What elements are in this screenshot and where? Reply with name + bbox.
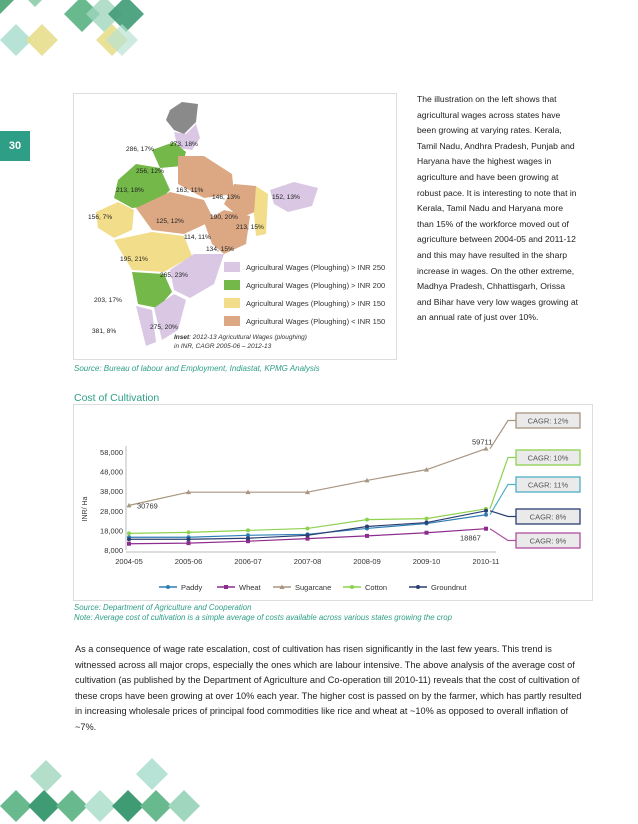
x-tick-label: 2009-10 bbox=[412, 557, 441, 566]
data-label: 30769 bbox=[137, 501, 158, 511]
cagr-connector bbox=[490, 421, 516, 449]
cagr-connector bbox=[490, 529, 516, 541]
x-tick-label: 2007-08 bbox=[293, 557, 322, 566]
cagr-connector bbox=[490, 458, 516, 509]
legend-swatch bbox=[224, 298, 240, 308]
x-tick-label: 2008-09 bbox=[353, 557, 381, 566]
data-point bbox=[246, 528, 250, 532]
data-point bbox=[365, 518, 369, 522]
y-tick-label: 58,000 bbox=[100, 448, 123, 457]
legend-label: Sugarcane bbox=[295, 583, 332, 592]
legend-label: Agricultural Wages (Ploughing) > INR 200 bbox=[246, 281, 386, 290]
data-point bbox=[425, 521, 429, 525]
legend-label: Agricultural Wages (Ploughing) > INR 150 bbox=[246, 299, 386, 308]
cagr-label: CAGR: 9% bbox=[529, 536, 567, 546]
x-tick-label: 2005-06 bbox=[174, 557, 203, 566]
y-axis-label: INR/ Ha bbox=[82, 496, 89, 522]
map-label: 195, 21% bbox=[120, 256, 148, 263]
data-point bbox=[306, 533, 310, 537]
body-paragraph: As a consequence of wage rate escalation, cost of cultivation has risen significantly in the last few years. This trend is witnessed across all major crops, especially the ones which are labour intensive. The above analysis of the average cost of cultivation (as published by the Department of Agriculture and Co-operation till 2010-11) reveals that the cost of cultivation of these crops have been growing at over 10% each year. The higher cost is passed on by the farmer, which has partly resulted in increasing wholesale prices of principal food commodities like rice and wheat at ~10% as opposed to overall inflation of ~7%. bbox=[75, 644, 582, 732]
data-point bbox=[484, 509, 488, 513]
data-point bbox=[187, 530, 191, 534]
chart-source: Source: Department of Agriculture and Cooperation bbox=[74, 603, 252, 612]
map-source: Source: Bureau of labour and Employment, Indiastat, KPMG Analysis bbox=[74, 364, 320, 373]
y-tick-label: 8,000 bbox=[104, 546, 123, 555]
legend-label: Agricultural Wages (Ploughing) < INR 150 bbox=[246, 317, 386, 326]
map-label: 114, 11% bbox=[184, 234, 211, 241]
series-line-sugarcane bbox=[129, 449, 486, 506]
map-label: 163, 11% bbox=[176, 187, 204, 194]
map-label: 256, 12% bbox=[136, 168, 164, 175]
cost-of-cultivation-chart bbox=[74, 405, 592, 600]
data-label: 18867 bbox=[460, 533, 481, 543]
map-label: 190, 20% bbox=[210, 214, 238, 221]
map-label: 273, 18% bbox=[170, 141, 198, 148]
legend-label: Paddy bbox=[181, 583, 203, 592]
data-point bbox=[127, 531, 131, 535]
data-point bbox=[484, 527, 488, 531]
map-label: 146, 13% bbox=[212, 194, 240, 201]
data-point bbox=[127, 542, 131, 546]
map-label: 213, 18% bbox=[116, 187, 144, 194]
top-decoration bbox=[0, 0, 170, 70]
map-label: 381, 8% bbox=[92, 328, 117, 335]
legend-label: Groundnut bbox=[431, 583, 467, 592]
cost-chart-frame bbox=[73, 404, 593, 601]
legend-label: Wheat bbox=[239, 583, 261, 592]
map-label: 275, 20% bbox=[150, 324, 178, 331]
map-label: 156, 7% bbox=[88, 214, 113, 221]
data-point bbox=[187, 541, 191, 545]
data-point bbox=[365, 524, 369, 528]
legend-swatch bbox=[224, 280, 240, 290]
y-tick-label: 38,000 bbox=[100, 487, 123, 497]
data-point bbox=[425, 517, 429, 521]
data-label: 59711 bbox=[472, 437, 493, 447]
map-label: 125, 12% bbox=[156, 218, 184, 225]
legend-marker bbox=[416, 585, 420, 589]
legend-marker bbox=[224, 585, 228, 589]
x-tick-label: 2006-07 bbox=[234, 557, 262, 566]
bottom-decoration bbox=[0, 756, 210, 824]
cagr-connector bbox=[490, 485, 516, 515]
section-title: Cost of Cultivation bbox=[74, 392, 160, 404]
legend-label: Cotton bbox=[365, 583, 388, 592]
data-point bbox=[484, 513, 488, 517]
wage-map-figure bbox=[73, 93, 397, 360]
data-point bbox=[246, 536, 250, 540]
map-label: 265, 23% bbox=[160, 272, 188, 279]
chart-note: Note: Average cost of cultivation is a simple average of costs available across various states growing the crop bbox=[74, 613, 452, 622]
map-label: 152, 13% bbox=[272, 194, 300, 201]
data-point bbox=[187, 537, 191, 541]
legend-marker bbox=[166, 585, 170, 589]
inset-title: Inset bbox=[174, 334, 190, 341]
cagr-label: CAGR: 12% bbox=[527, 416, 569, 426]
data-point bbox=[127, 537, 131, 541]
y-tick-label: 18,000 bbox=[100, 526, 123, 536]
map-label: 203, 17% bbox=[94, 297, 122, 304]
map-label: 286, 17% bbox=[126, 146, 154, 153]
data-point bbox=[484, 446, 489, 451]
page-number: 30 bbox=[0, 131, 30, 161]
legend-swatch bbox=[224, 316, 240, 326]
legend-label: Agricultural Wages (Ploughing) > INR 250 bbox=[246, 263, 386, 272]
cagr-connector bbox=[490, 511, 516, 517]
y-tick-label: 48,000 bbox=[100, 467, 123, 477]
y-tick-label: 28,000 bbox=[100, 506, 123, 516]
cagr-label: CAGR: 8% bbox=[529, 512, 567, 522]
diamond-pattern-bottom bbox=[0, 758, 200, 822]
inset-text: : 2012-13 Agricultural Wages (ploughing) bbox=[189, 334, 307, 341]
map-inset-note bbox=[174, 333, 307, 351]
map-label: 134, 15% bbox=[206, 246, 234, 253]
inset-text-2: in INR, CAGR 2005-06 – 2012-13 bbox=[174, 343, 272, 350]
cagr-label: CAGR: 10% bbox=[527, 453, 569, 463]
x-tick-label: 2010-11 bbox=[472, 557, 500, 566]
data-point bbox=[365, 534, 369, 538]
map-label: 213, 15% bbox=[236, 224, 264, 231]
cagr-label: CAGR: 11% bbox=[527, 480, 569, 490]
data-point bbox=[425, 531, 429, 535]
x-tick-label: 2004-05 bbox=[115, 557, 143, 566]
diamond-pattern-top bbox=[0, 0, 144, 56]
legend-swatch bbox=[224, 262, 240, 272]
side-paragraph: The illustration on the left shows that agricultural wages across states have been growing at varying rates. Kerala, Tamil Nadu, Andhra Pradesh, Punjab and Haryana have the highest wages in agriculture and have been growing at robust pace. It is interesting to note that in Kerala, Tamil Nadu and Haryana more than 15% of the workforce moved out of agriculture between 2004-05 and 2011-12 and this may have resulted in the sharp increase in wages. On the other extreme, Madhya Pradesh, Chhattisgarh, Orissa and Bihar have very low wages growing at an annual rate of just over 10%. bbox=[417, 94, 578, 323]
data-point bbox=[306, 526, 310, 530]
legend-marker bbox=[350, 585, 354, 589]
